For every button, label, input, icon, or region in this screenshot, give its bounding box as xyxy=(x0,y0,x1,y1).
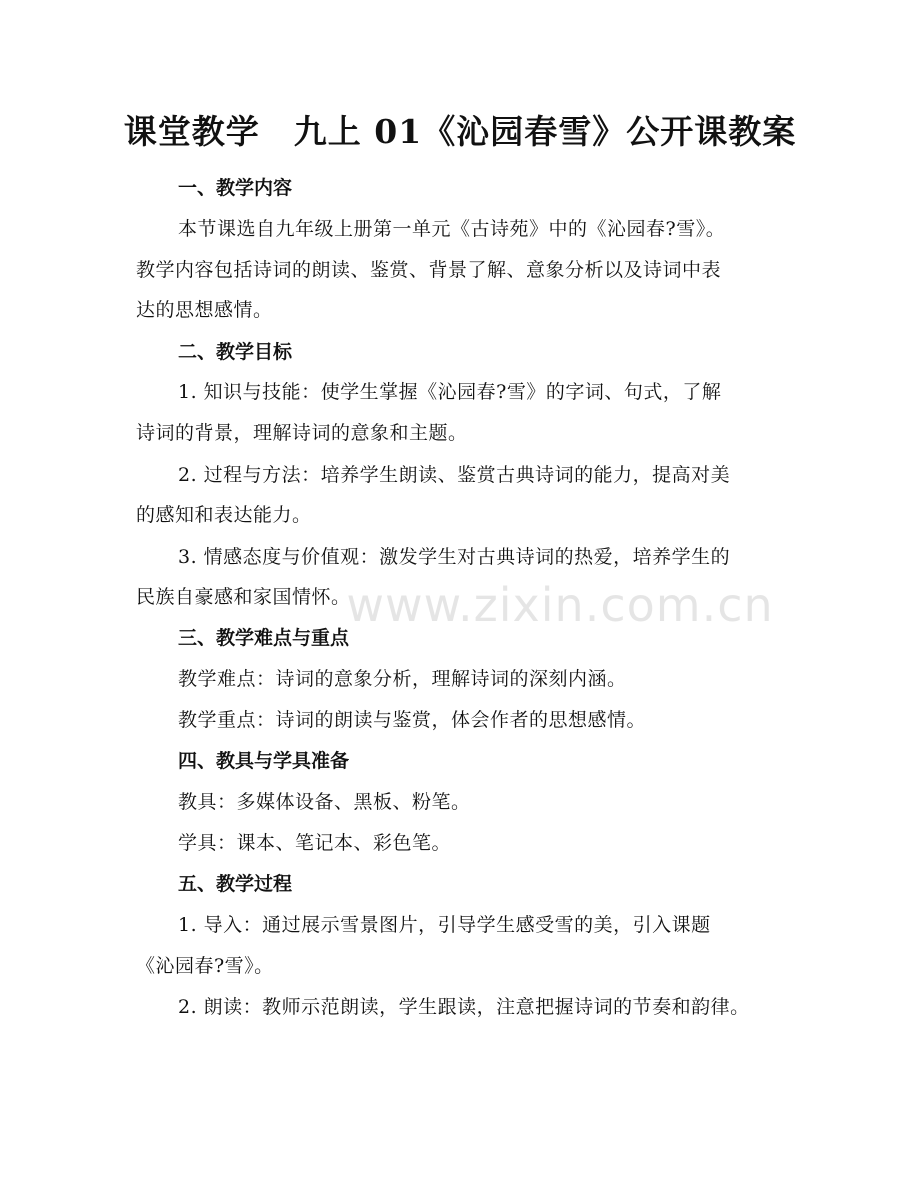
paragraph-line: 1. 导入：通过展示雪景图片，引导学生感受雪的美，引入课题 xyxy=(178,914,711,936)
paragraph-line: 的感知和表达能力。 xyxy=(136,504,312,526)
paragraph-line: 诗词的背景，理解诗词的意象和主题。 xyxy=(136,422,468,444)
paragraph-line: 《沁园春?雪》。 xyxy=(136,955,274,977)
paragraph-line: 学具：课本、笔记本、彩色笔。 xyxy=(178,832,452,854)
paragraph-line: 教学难点：诗词的意象分析，理解诗词的深刻内涵。 xyxy=(178,668,627,690)
watermark: www.zixin.com.cn xyxy=(346,578,774,632)
paragraph-line: 教学内容包括诗词的朗读、鉴赏、背景了解、意象分析以及诗词中表 xyxy=(136,259,722,281)
section-heading-content: 一、教学内容 xyxy=(178,177,293,199)
section-heading-objectives: 二、教学目标 xyxy=(178,341,293,363)
paragraph-line: 教具：多媒体设备、黑板、粉笔。 xyxy=(178,791,471,813)
section-heading-key-points: 三、教学难点与重点 xyxy=(178,627,350,649)
paragraph-line: 1. 知识与技能：使学生掌握《沁园春?雪》的字词、句式，了解 xyxy=(178,381,722,403)
paragraph-line: 3. 情感态度与价值观：激发学生对古典诗词的热爱，培养学生的 xyxy=(178,546,731,568)
paragraph-line: 本节课选自九年级上册第一单元《古诗苑》中的《沁园春?雪》。 xyxy=(178,218,726,240)
paragraph-line: 2. 过程与方法：培养学生朗读、鉴赏古典诗词的能力，提高对美 xyxy=(178,464,731,486)
paragraph-line: 2. 朗读：教师示范朗读，学生跟读，注意把握诗词的节奏和韵律。 xyxy=(178,996,750,1018)
section-heading-materials: 四、教具与学具准备 xyxy=(178,750,350,772)
section-heading-process: 五、教学过程 xyxy=(178,873,293,895)
paragraph-line: 民族自豪感和家国情怀。 xyxy=(136,586,351,608)
document-title: 课堂教学 九上 01《沁园春雪》公开课教案 xyxy=(123,112,797,151)
paragraph-line: 教学重点：诗词的朗读与鉴赏，体会作者的思想感情。 xyxy=(178,709,647,731)
paragraph-line: 达的思想感情。 xyxy=(136,299,273,321)
